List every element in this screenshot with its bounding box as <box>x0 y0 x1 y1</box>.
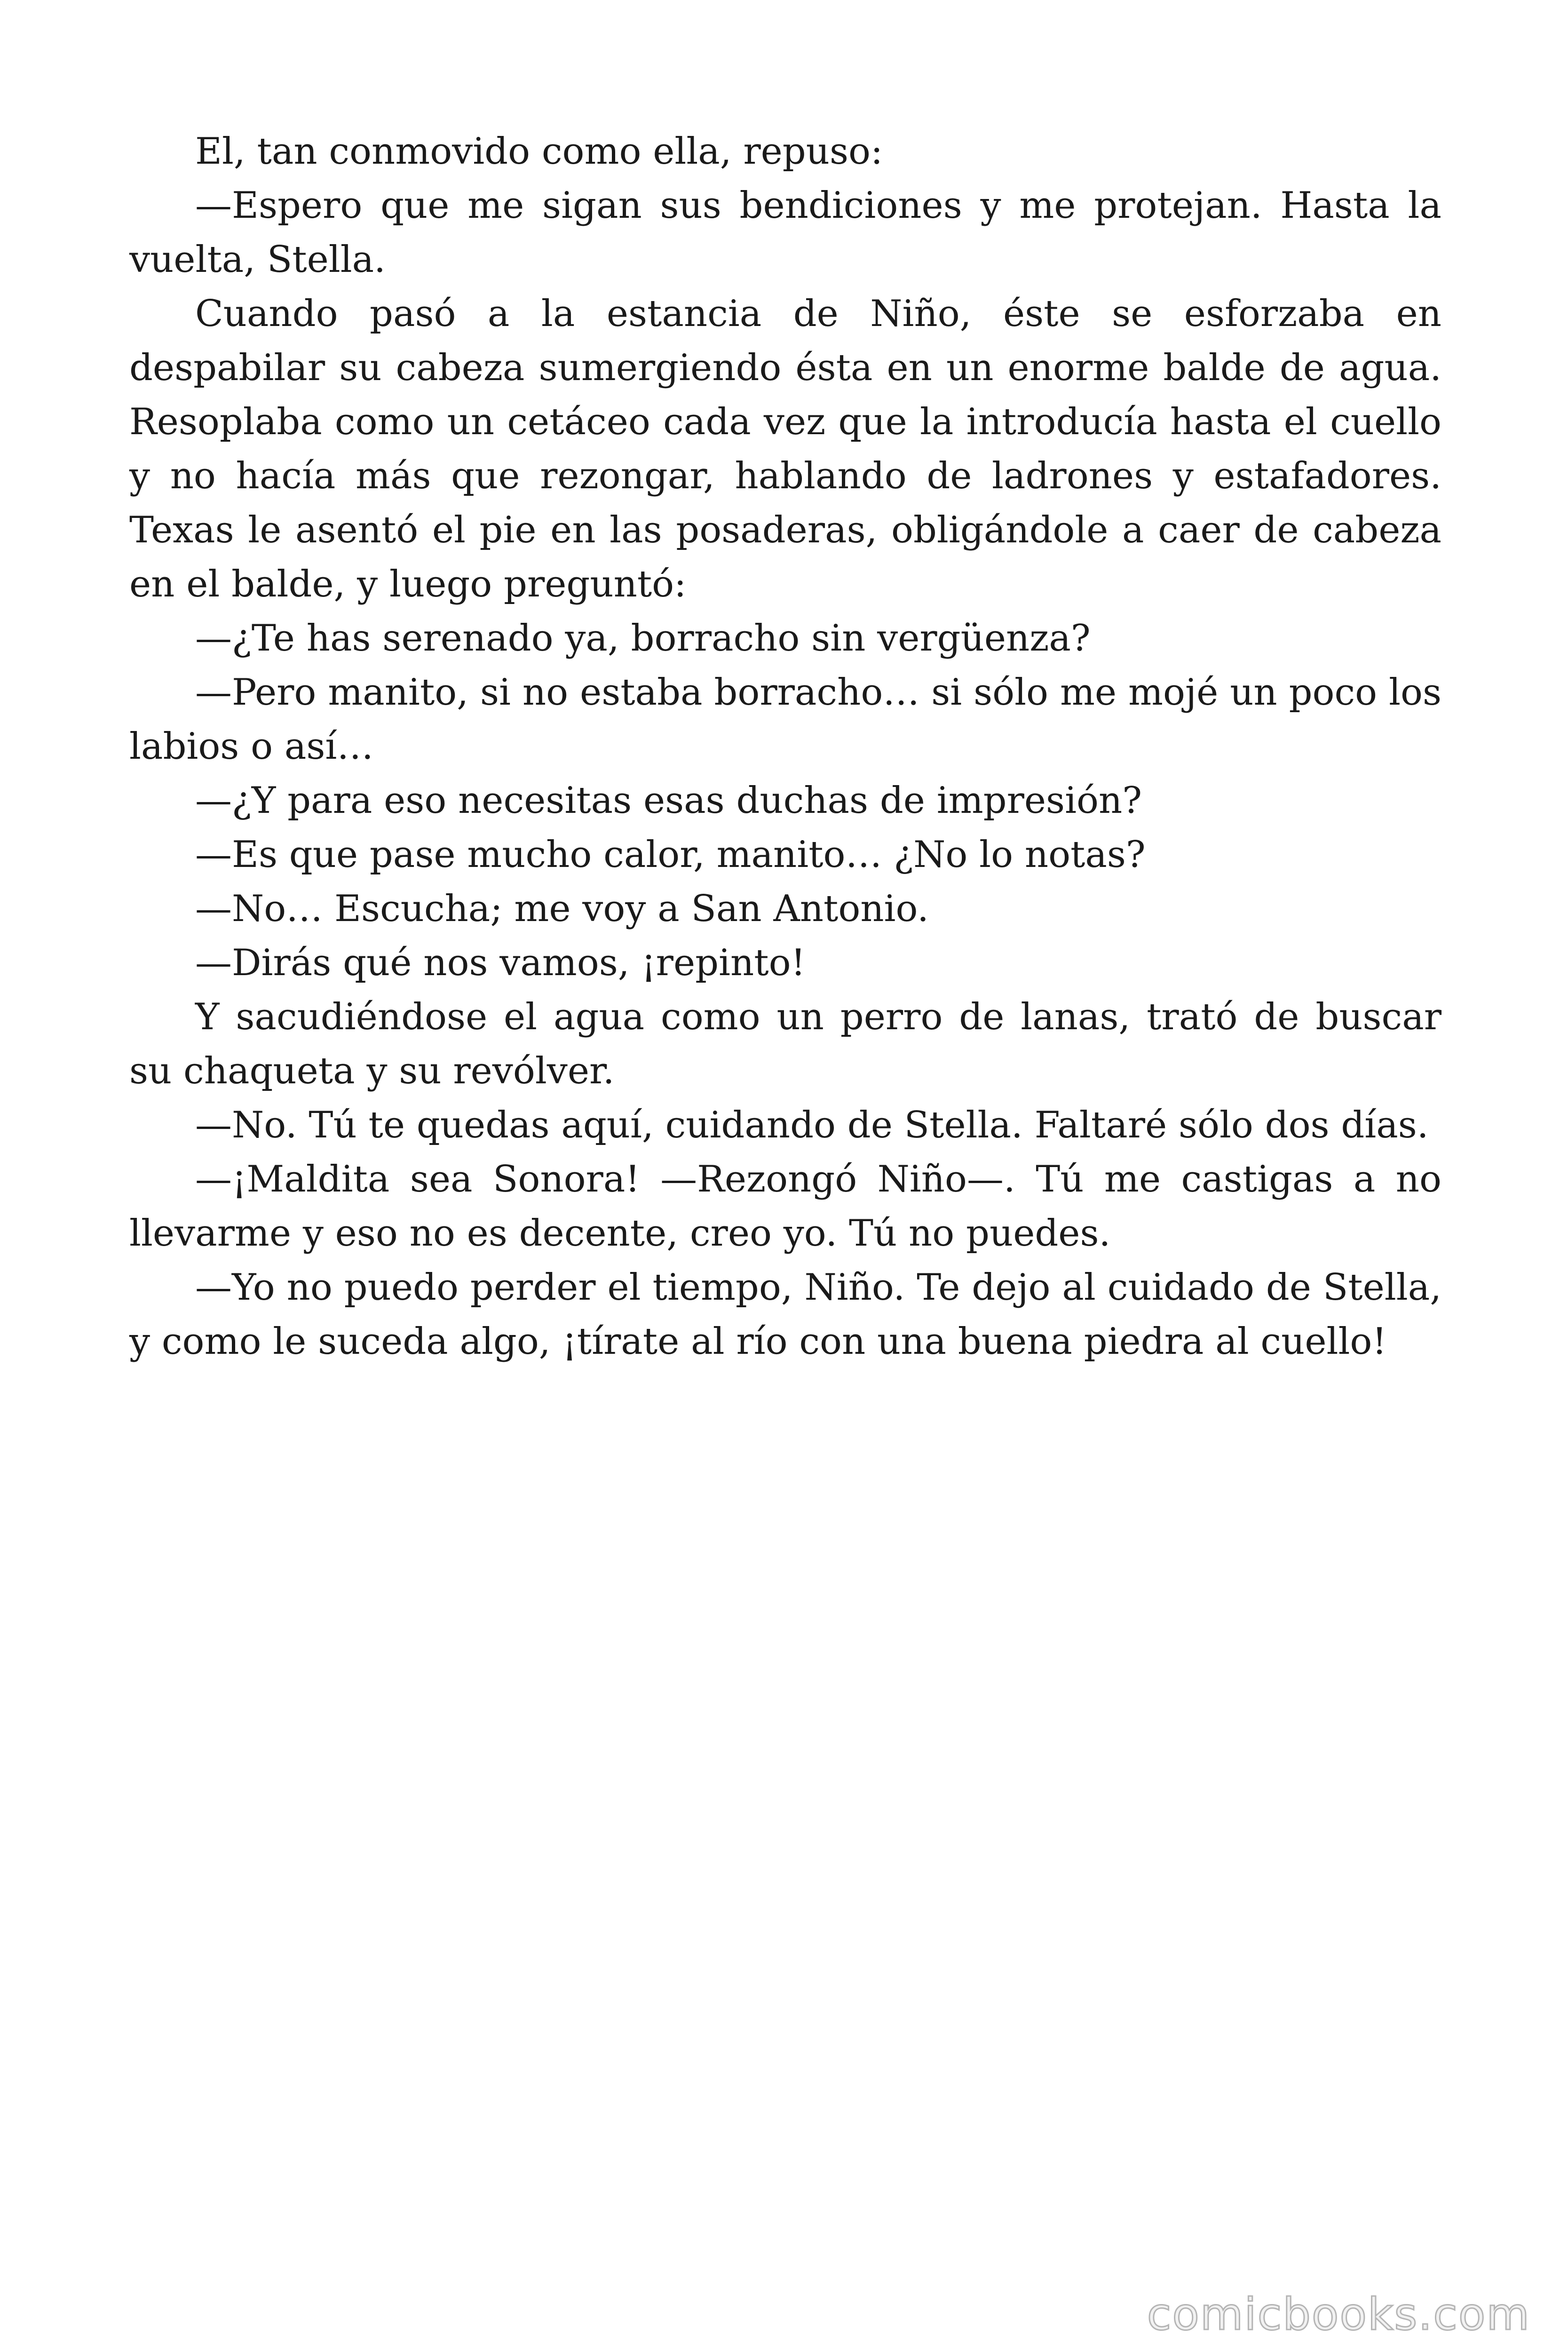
paragraph: Cuando pasó a la estancia de Niño, éste se esforzaba en despabilar su cabeza sumergiendo ésta en un enorme balde de agua. Resoplaba como un cetáceo cada vez que la introducía hasta el cuello y no hacía más que rezongar, hablando de ladrones y estafadores. Texas le asentó el pie en las posaderas, obligándole a caer de cabeza en el balde, y luego preguntó: <box>129 293 1441 605</box>
paragraph: —No… Escucha; me voy a San Antonio. <box>195 888 929 930</box>
paragraph: —Pero manito, si no estaba borracho… si sólo me mojé un poco los labios o así… <box>129 671 1441 768</box>
paragraph: —Dirás qué nos vamos, ¡repinto! <box>195 942 806 984</box>
page-body <box>129 125 1441 1369</box>
paragraph: —¿Te has serenado ya, borracho sin vergüenza? <box>195 617 1091 660</box>
watermark: comicbooks.com <box>1147 2289 1530 2340</box>
paragraph: El, tan conmovido como ella, repuso: <box>195 130 883 173</box>
paragraph: —Espero que me sigan sus bendiciones y me protejan. Hasta la vuelta, Stella. <box>129 184 1441 281</box>
paragraph: —Yo no puedo perder el tiempo, Niño. Te dejo al cuidado de Stella, y como le suceda algo, ¡tírate al río con una buena piedra al cuello! <box>129 1266 1441 1363</box>
paragraph: —¿Y para eso necesitas esas duchas de impresión? <box>195 779 1142 822</box>
paragraph: —No. Tú te quedas aquí, cuidando de Stella. Faltaré sólo dos días. <box>195 1104 1429 1146</box>
paragraph: Y sacudiéndose el agua como un perro de lanas, trató de buscar su chaqueta y su revólver. <box>129 996 1441 1092</box>
paragraph: —¡Maldita sea Sonora! —Rezongó Niño—. Tú me castigas a no llevarme y eso no es decente, creo yo. Tú no puedes. <box>129 1158 1441 1255</box>
paragraph: —Es que pase mucho calor, manito… ¿No lo notas? <box>195 834 1146 876</box>
